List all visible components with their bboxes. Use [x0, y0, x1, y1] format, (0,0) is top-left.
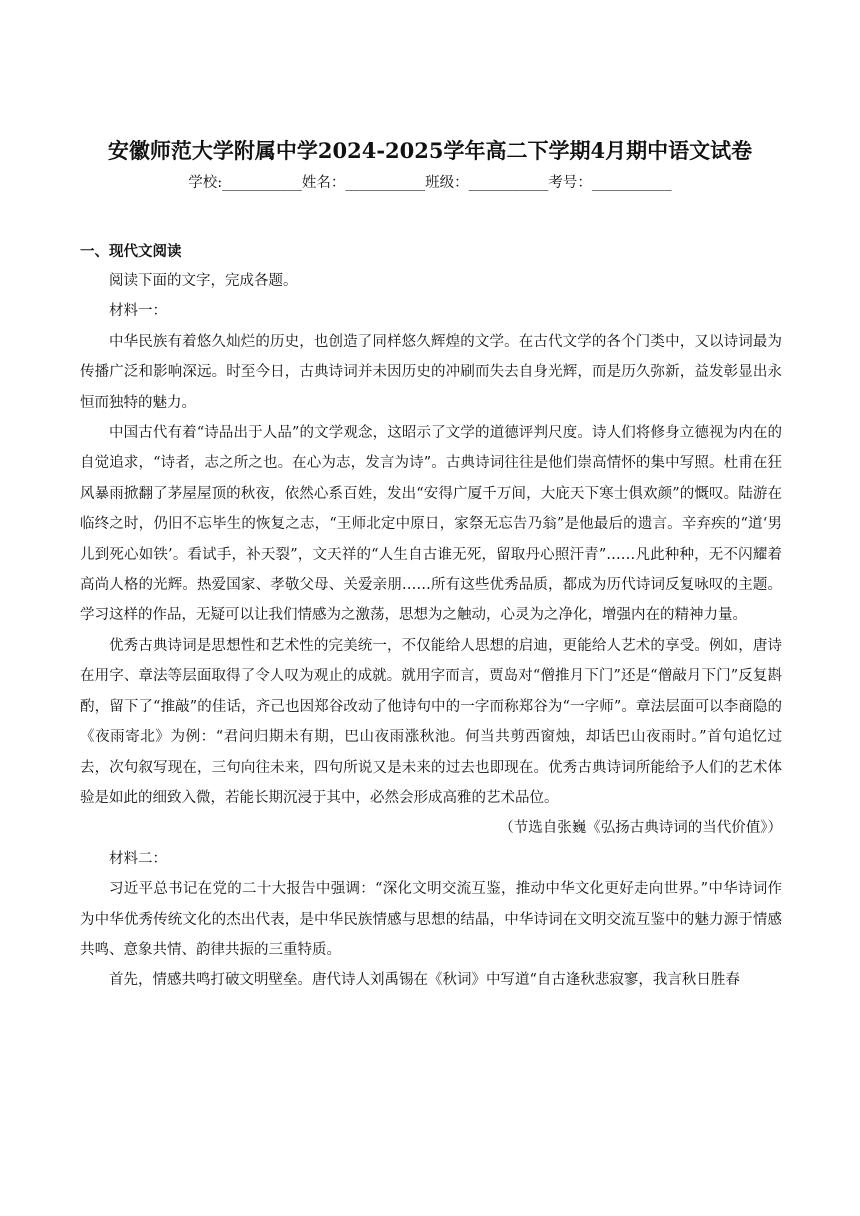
- section-heading: 一、现代文阅读: [80, 243, 182, 260]
- passage-paragraph: 习近平总书记在党的二十大报告中强调：“深化文明交流互鉴，推动中华文化更好走向世界。”中华诗词作为中华优秀传统文化的杰出代表，是中华民族情感与思想的结晶，中华诗词在文明交流互鉴中的魅力源于情感共鸣、意象共情、韵律共振的三重特质。: [80, 881, 782, 958]
- reading-passage: [80, 266, 782, 996]
- student-info-line: 学校:___________姓名：___________班级：___________考号：___________: [188, 175, 672, 191]
- passage-paragraph: 优秀古典诗词是思想性和艺术性的完美统一，不仅能给人思想的启迪，更能给人艺术的享受。例如，唐诗在用字、章法等层面取得了令人叹为观止的成就。就用字而言，贾岛对“僧推月下门”还是“僧敲月下门”反复斟酌，留下了“推敲”的佳话，齐己也因郑谷改动了他诗句中的一字而称郑谷为“一字师”。章法层面可以李商隐的《夜雨寄北》为例：“君问归期未有期，巴山夜雨涨秋池。何当共剪西窗烛，却话巴山夜雨时。”首句追忆过去，次句叙写现在，三句向往未来，四句所说又是未来的过去也即现在。优秀古典诗词所能给予人们的艺术体验是如此的细致入微，若能长期沉浸于其中，必然会形成高雅的艺术品位。: [80, 637, 782, 806]
- material-two-label: 材料二：: [109, 850, 167, 867]
- passage-paragraph: 中华民族有着悠久灿烂的历史，也创造了同样悠久辉煌的文学。在古代文学的各个门类中，又以诗词最为传播广泛和影响深远。时至今日，古典诗词并未因历史的冲刷而失去自身光辉，而是历久弥新，益发彰显出永恒而独特的魅力。: [80, 333, 782, 411]
- source-citation: （节选自张巍《弘扬古典诗词的当代价值》）: [499, 820, 782, 837]
- exam-title: 安徽师范大学附属中学2024-2025学年高二下学期4月期中语文试卷: [107, 138, 753, 163]
- passage-paragraph: 首先，情感共鸣打破文明壁垒。唐代诗人刘禹锡在《秋词》中写道“自古逢秋悲寂寥，我言秋日胜春: [109, 972, 740, 989]
- instruction-text: 阅读下面的文字，完成各题。: [109, 273, 298, 289]
- material-one-label: 材料一：: [109, 303, 167, 320]
- passage-paragraph: 中国古代有着“诗品出于人品”的文学观念，这昭示了文学的道德评判尺度。诗人们将修身立德视为内在的自觉追求，“诗者，志之所之也。在心为志，发言为诗”。古典诗词往往是他们崇高情怀的集中写照。杜甫在狂风暴雨掀翻了茅屋屋顶的秋夜，依然心系百姓，发出“安得广厦千万间，大庇天下寒士俱欢颜”的慨叹。陆游在临终之时，仍旧不忘毕生的恢复之志，“王师北定中原日，家祭无忘告乃翁”是他最后的遗言。辛弃疾的“道‘男儿到死心如铁’。看试手，补天裂”，文天祥的“人生自古谁无死，留取丹心照汗青”……凡此种种，无不闪耀着高尚人格的光辉。热爱国家、孝敬父母、关爱亲朋……所有这些优秀品质，都成为历代诗词反复咏叹的主题。学习这样的作品，无疑可以让我们情感为之激荡，思想为之触动，心灵为之净化，增强内在的精神力量。: [80, 425, 782, 624]
